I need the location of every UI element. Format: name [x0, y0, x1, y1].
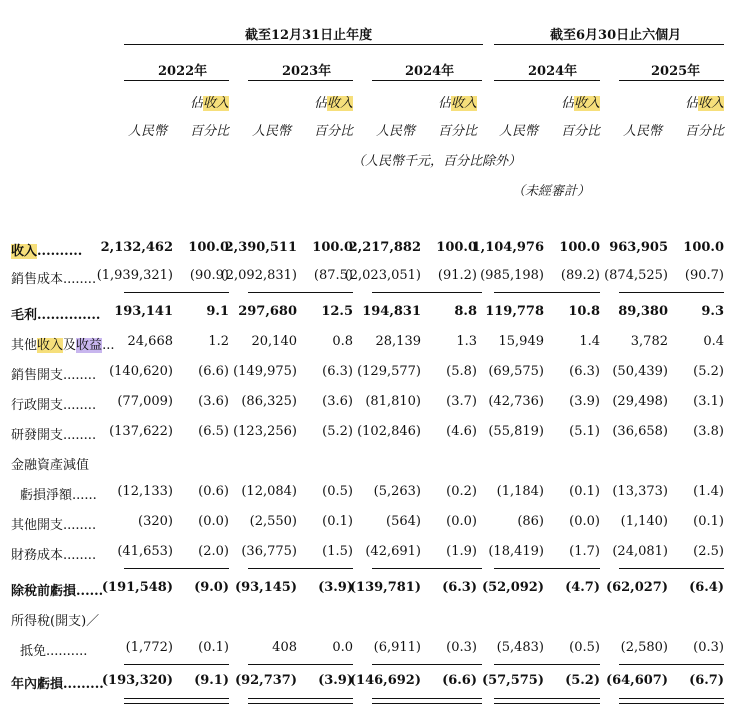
- cell-percent: (1.7): [569, 544, 600, 559]
- row-label: 除稅前虧損......: [11, 584, 104, 599]
- cell-amount: 119,778: [485, 304, 544, 319]
- cell-percent: (87.5): [313, 268, 353, 283]
- subtotal-rule: [372, 292, 482, 293]
- table-row: [0, 580, 750, 602]
- cell-amount: (193,320): [101, 673, 173, 688]
- table-row: [0, 424, 750, 446]
- cell-amount: (137,622): [109, 424, 173, 439]
- cell-amount: (149,975): [233, 364, 297, 379]
- table-row: [0, 454, 750, 476]
- cell-percent: 1.2: [208, 334, 229, 349]
- subtotal-rule: [124, 664, 229, 665]
- cell-percent: (6.6): [442, 673, 477, 688]
- cell-percent: (3.7): [446, 394, 477, 409]
- table-row: [0, 240, 750, 262]
- cell-amount: (129,577): [357, 364, 421, 379]
- cell-percent: (90.7): [684, 268, 724, 283]
- cell-percent: (0.1): [322, 514, 353, 529]
- year-2025-h1: 2025年: [651, 64, 701, 79]
- col-header-rmb: 人民幣: [252, 124, 292, 139]
- cell-amount: (29,498): [612, 394, 668, 409]
- cell-percent: 100.0: [312, 240, 353, 255]
- subtotal-rule: [372, 664, 482, 665]
- subtotal-rule: [124, 292, 229, 293]
- cell-percent: (4.7): [565, 580, 600, 595]
- cell-amount: 193,141: [114, 304, 173, 319]
- cell-amount: (36,775): [241, 544, 297, 559]
- cell-amount: (5,263): [373, 484, 421, 499]
- cell-amount: (564): [386, 514, 421, 529]
- cell-amount: (18,419): [488, 544, 544, 559]
- cell-percent: (6.6): [198, 364, 229, 379]
- cell-amount: 2,390,511: [224, 240, 297, 255]
- cell-amount: (55,819): [488, 424, 544, 439]
- total-double-rule: [248, 698, 353, 704]
- cell-percent: 0.0: [332, 640, 353, 655]
- cell-percent: (4.6): [446, 424, 477, 439]
- cell-amount: (139,781): [349, 580, 421, 595]
- row-label: 年內虧損.........: [11, 677, 104, 692]
- cell-amount: (320): [138, 514, 173, 529]
- cell-percent: (0.1): [569, 484, 600, 499]
- subtotal-rule: [494, 292, 600, 293]
- cell-percent: 100.0: [436, 240, 477, 255]
- table-row: [0, 544, 750, 566]
- cell-percent: (0.1): [693, 514, 724, 529]
- cell-percent: (6.7): [689, 673, 724, 688]
- cell-percent: (1.5): [322, 544, 353, 559]
- row-label: 毛利..............: [11, 308, 101, 323]
- col-header-rmb: 人民幣: [376, 124, 416, 139]
- cell-amount: (2,023,051): [344, 268, 421, 283]
- cell-percent: (9.1): [194, 673, 229, 688]
- cell-percent: (1.4): [693, 484, 724, 499]
- cell-percent: 9.1: [206, 304, 229, 319]
- cell-amount: 2,132,462: [100, 240, 173, 255]
- col-header-rmb: 人民幣: [128, 124, 168, 139]
- cell-amount: (12,084): [241, 484, 297, 499]
- cell-percent: (0.2): [446, 484, 477, 499]
- cell-percent: (3.1): [693, 394, 724, 409]
- cell-amount: (191,548): [101, 580, 173, 595]
- row-label: 所得稅(開支)／: [11, 614, 100, 629]
- row-label: 銷售成本........: [11, 272, 97, 287]
- col-header-pct-line2: 百分比: [313, 124, 353, 139]
- cell-amount: (102,846): [357, 424, 421, 439]
- table-row: [0, 484, 750, 506]
- table-row: [0, 334, 750, 356]
- cell-amount: (57,575): [481, 673, 544, 688]
- cell-amount: (81,810): [365, 394, 421, 409]
- table-row: [0, 364, 750, 386]
- year-2024: 2024年: [405, 64, 455, 79]
- cell-percent: (0.0): [569, 514, 600, 529]
- row-label: 虧損淨額......: [20, 488, 97, 503]
- cell-amount: (2,580): [620, 640, 668, 655]
- cell-percent: (0.1): [198, 640, 229, 655]
- table-row: [0, 268, 750, 290]
- cell-amount: (146,692): [349, 673, 421, 688]
- col-header-pct-line1: 佔收入: [560, 96, 600, 111]
- subtotal-rule: [494, 664, 600, 665]
- cell-percent: (5.8): [446, 364, 477, 379]
- cell-amount: (5,483): [496, 640, 544, 655]
- table-row: [0, 514, 750, 536]
- total-double-rule: [494, 698, 600, 704]
- cell-percent: 9.3: [701, 304, 724, 319]
- cell-percent: (3.9): [318, 580, 353, 595]
- unaudited-note: （未經審計）: [512, 184, 591, 199]
- row-label: 抵免..........: [20, 644, 88, 659]
- col-header-rmb: 人民幣: [499, 124, 539, 139]
- table-row: [0, 640, 750, 662]
- col-header-pct-line1: 佔收入: [684, 96, 724, 111]
- cell-percent: 0.4: [703, 334, 724, 349]
- cell-amount: 2,217,882: [348, 240, 421, 255]
- cell-percent: 0.8: [332, 334, 353, 349]
- subtotal-rule: [248, 292, 353, 293]
- col-header-pct-line2: 百分比: [189, 124, 229, 139]
- cell-amount: 194,831: [362, 304, 421, 319]
- cell-amount: 20,140: [251, 334, 297, 349]
- col-header-pct-line1: 佔收入: [437, 96, 477, 111]
- cell-percent: (89.2): [560, 268, 600, 283]
- cell-percent: 8.8: [454, 304, 477, 319]
- cell-amount: 3,782: [630, 334, 668, 349]
- cell-amount: 28,139: [375, 334, 421, 349]
- cell-percent: (5.2): [693, 364, 724, 379]
- cell-percent: 100.0: [188, 240, 229, 255]
- cell-amount: (86): [517, 514, 544, 529]
- cell-percent: (3.9): [569, 394, 600, 409]
- cell-percent: (0.3): [693, 640, 724, 655]
- cell-percent: 10.8: [568, 304, 600, 319]
- cell-amount: (874,525): [604, 268, 668, 283]
- year-2024-h1: 2024年: [528, 64, 578, 79]
- cell-amount: (1,772): [125, 640, 173, 655]
- cell-percent: (2.0): [198, 544, 229, 559]
- cell-percent: (1.9): [446, 544, 477, 559]
- col-header-rmb: 人民幣: [623, 124, 663, 139]
- cell-amount: (42,691): [365, 544, 421, 559]
- total-double-rule: [124, 698, 229, 704]
- row-label: 財務成本........: [11, 548, 97, 563]
- cell-amount: 1,104,976: [471, 240, 544, 255]
- table-row: [0, 673, 750, 695]
- row-label: 行政開支........: [11, 398, 97, 413]
- cell-percent: (0.5): [322, 484, 353, 499]
- cell-amount: (36,658): [612, 424, 668, 439]
- cell-amount: (93,145): [234, 580, 297, 595]
- cell-amount: (13,373): [612, 484, 668, 499]
- header-group-halfyear-rule: [494, 44, 724, 45]
- cell-percent: 12.5: [321, 304, 353, 319]
- table-row: [0, 304, 750, 326]
- table-row: [0, 394, 750, 416]
- header-group-year-rule: [124, 44, 483, 45]
- subtotal-rule: [372, 568, 482, 569]
- cell-amount: (69,575): [488, 364, 544, 379]
- cell-percent: (5.1): [569, 424, 600, 439]
- cell-percent: 1.4: [579, 334, 600, 349]
- cell-amount: (64,607): [605, 673, 668, 688]
- subtotal-rule: [248, 568, 353, 569]
- cell-percent: (6.4): [689, 580, 724, 595]
- cell-amount: 89,380: [618, 304, 668, 319]
- cell-percent: (90.9): [189, 268, 229, 283]
- cell-amount: (50,439): [612, 364, 668, 379]
- col-header-pct-line1: 佔收入: [189, 96, 229, 111]
- cell-percent: (3.6): [198, 394, 229, 409]
- cell-amount: (77,009): [117, 394, 173, 409]
- cell-percent: (3.9): [318, 673, 353, 688]
- cell-amount: (12,133): [117, 484, 173, 499]
- cell-amount: (24,081): [612, 544, 668, 559]
- cell-amount: (92,737): [234, 673, 297, 688]
- cell-amount: (2,550): [249, 514, 297, 529]
- row-label: 金融資產減值: [11, 458, 90, 473]
- cell-percent: (0.5): [569, 640, 600, 655]
- cell-amount: 297,680: [238, 304, 297, 319]
- cell-percent: (6.3): [442, 580, 477, 595]
- row-label: 銷售開支........: [11, 368, 97, 383]
- cell-amount: (1,140): [620, 514, 668, 529]
- cell-amount: 15,949: [498, 334, 544, 349]
- year-2023: 2023年: [282, 64, 332, 79]
- cell-percent: (9.0): [194, 580, 229, 595]
- cell-amount: (2,092,831): [220, 268, 297, 283]
- cell-percent: (3.8): [693, 424, 724, 439]
- cell-percent: (0.6): [198, 484, 229, 499]
- subtotal-rule: [124, 568, 229, 569]
- cell-percent: 100.0: [559, 240, 600, 255]
- cell-percent: (6.3): [569, 364, 600, 379]
- unit-note: （人民幣千元，百分比除外）: [352, 154, 522, 169]
- cell-amount: (6,911): [373, 640, 421, 655]
- subtotal-rule: [619, 664, 724, 665]
- subtotal-rule: [248, 664, 353, 665]
- total-double-rule: [372, 698, 482, 704]
- total-double-rule: [619, 698, 724, 704]
- col-header-pct-line1: 佔收入: [313, 96, 353, 111]
- cell-percent: (5.2): [565, 673, 600, 688]
- cell-percent: (0.0): [198, 514, 229, 529]
- subtotal-rule: [619, 568, 724, 569]
- cell-amount: (42,736): [488, 394, 544, 409]
- col-header-pct-line2: 百分比: [684, 124, 724, 139]
- cell-percent: (2.5): [693, 544, 724, 559]
- cell-percent: (6.3): [322, 364, 353, 379]
- cell-percent: (0.3): [446, 640, 477, 655]
- cell-amount: (123,256): [233, 424, 297, 439]
- subtotal-rule: [619, 292, 724, 293]
- cell-percent: (91.2): [437, 268, 477, 283]
- cell-amount: (985,198): [480, 268, 544, 283]
- cell-amount: (52,092): [481, 580, 544, 595]
- cell-amount: (140,620): [109, 364, 173, 379]
- cell-percent: 1.3: [456, 334, 477, 349]
- subtotal-rule: [494, 568, 600, 569]
- cell-amount: 24,668: [127, 334, 173, 349]
- row-label: 其他開支........: [11, 518, 97, 533]
- year-2022: 2022年: [158, 64, 208, 79]
- row-label: 研發開支........: [11, 428, 97, 443]
- cell-percent: 100.0: [683, 240, 724, 255]
- cell-amount: (1,184): [496, 484, 544, 499]
- cell-amount: (86,325): [241, 394, 297, 409]
- cell-percent: (5.2): [322, 424, 353, 439]
- col-header-pct-line2: 百分比: [437, 124, 477, 139]
- cell-amount: (62,027): [605, 580, 668, 595]
- cell-percent: (0.0): [446, 514, 477, 529]
- header-group-halfyear: 截至6月30日止六個月: [550, 28, 682, 43]
- cell-amount: (41,653): [117, 544, 173, 559]
- cell-amount: 963,905: [609, 240, 668, 255]
- cell-amount: 408: [272, 640, 297, 655]
- cell-amount: (1,939,321): [96, 268, 173, 283]
- row-label: 收入..........: [11, 244, 83, 259]
- row-label: 其他收入及收益...: [11, 338, 115, 353]
- header-group-year: 截至12月31日止年度: [245, 28, 373, 43]
- col-header-pct-line2: 百分比: [560, 124, 600, 139]
- cell-percent: (6.5): [198, 424, 229, 439]
- cell-percent: (3.6): [322, 394, 353, 409]
- table-row: [0, 610, 750, 632]
